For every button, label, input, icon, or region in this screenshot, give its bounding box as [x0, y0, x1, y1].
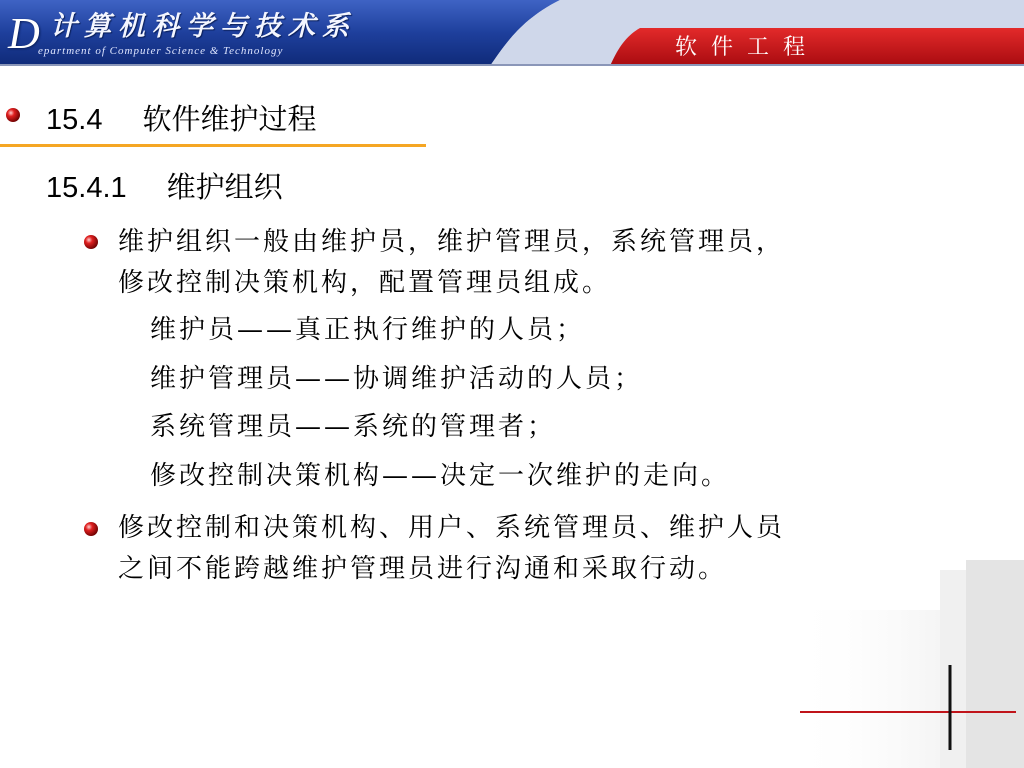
definition-line: 系统管理员——系统的管理者；: [150, 412, 557, 442]
definition-line: 维护管理员——协调维护活动的人员；: [150, 364, 644, 394]
section-heading: [46, 100, 316, 139]
logo-initial: D: [8, 9, 40, 58]
bullet-icon: [82, 520, 100, 538]
paragraph-line: 修改控制决策机构，配置管理员组成。: [118, 268, 612, 298]
subsection-number: 15.4.1: [46, 172, 127, 204]
section-bullet-icon: [4, 106, 22, 124]
section-number: 15.4: [46, 104, 103, 136]
paragraph-line: 修改控制和决策机构、用户、系统管理员、维护人员: [118, 513, 786, 543]
bullet-paragraph: [118, 508, 785, 590]
slide-header: [0, 0, 1024, 66]
course-title: 软件工程: [675, 35, 820, 60]
section-underline: [0, 144, 426, 147]
corner-decoration: [790, 560, 1024, 768]
paragraph-line: 维护组织一般由维护员，维护管理员，系统管理员，: [118, 227, 786, 257]
definition-line: 修改控制决策机构——决定一次维护的走向。: [150, 461, 731, 491]
paragraph-line: 之间不能跨越维护管理员进行沟通和采取行动。: [118, 554, 728, 584]
department-name: 计算机科学与技术系: [50, 11, 356, 42]
subsection-heading: [46, 168, 283, 207]
section-title: 软件维护过程: [142, 102, 317, 136]
definition-line: 维护员——真正执行维护的人员；: [150, 315, 586, 345]
bullet-paragraph: [118, 222, 785, 304]
bullet-icon: [82, 233, 100, 251]
department-name-english: epartment of Computer Science & Technology: [38, 45, 284, 57]
subsection-title: 维护组织: [166, 170, 283, 204]
